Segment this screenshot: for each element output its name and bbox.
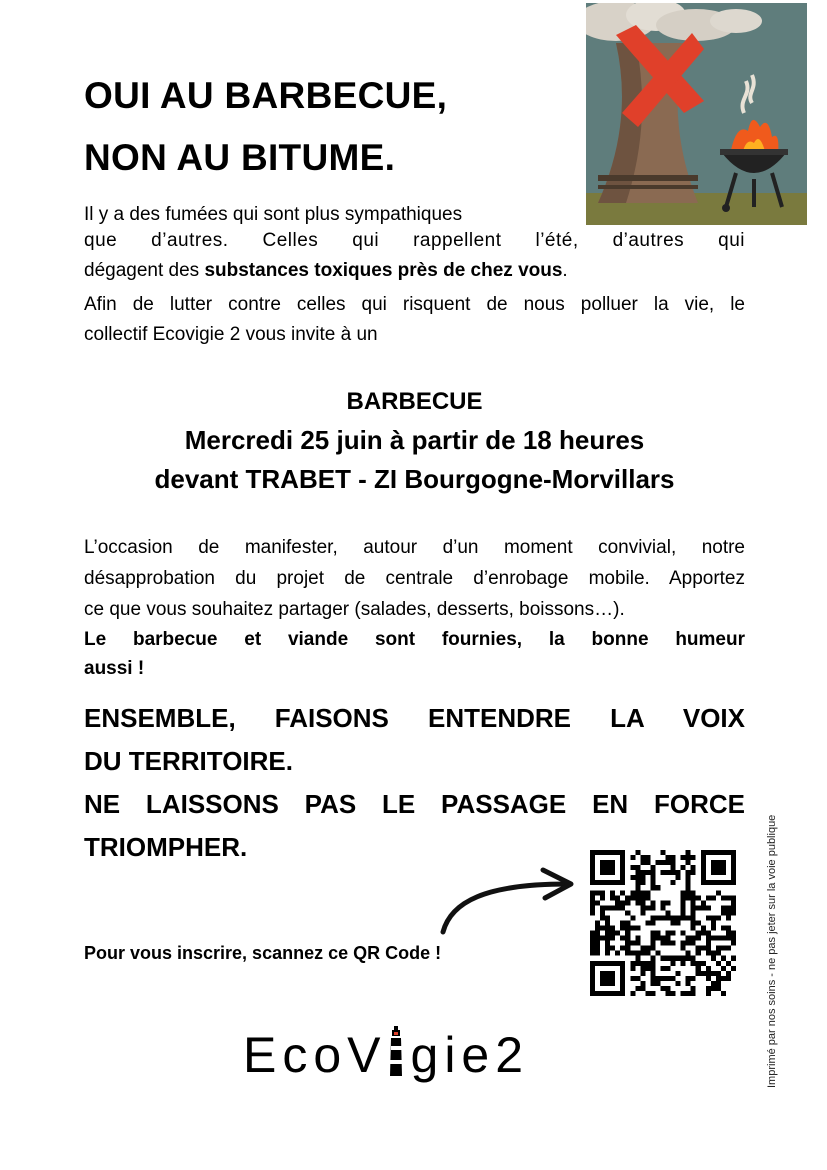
intro-line-1: Il y a des fumées qui sont plus sympathiques: [84, 204, 463, 225]
intro-para2-line-1: Afin de lutter contre celles qui risquent de nous polluer la vie, le: [84, 294, 745, 315]
details-bold-line-1: Le barbecue et viande sont fournies, la bonne humeur: [84, 629, 745, 650]
slogan-line-1: ENSEMBLE, FAISONS ENTENDRE LA VOIX: [84, 703, 745, 733]
slogan-line-4: TRIOMPHER.: [84, 832, 248, 862]
lighthouse-icon: [385, 1024, 407, 1078]
details-line-1: L’occasion de manifester, autour d’un moment convivial, notre: [84, 537, 745, 558]
qr-code[interactable]: [590, 850, 736, 996]
intro-para2-line-2: collectif Ecovigie 2 vous invite à un: [84, 324, 378, 345]
slogan-line-2: DU TERRITOIRE.: [84, 746, 293, 776]
curved-arrow-icon: [435, 862, 580, 937]
footer-note: Imprimé par nos soins - ne pas jeter sur la voie publique: [766, 814, 778, 1088]
logo-text-end: gie2: [410, 1027, 530, 1083]
intro-line-3: [84, 256, 745, 286]
details-bold-line-2: aussi !: [84, 658, 145, 679]
crossed-chimney-and-barbecue-illustration: [586, 3, 807, 225]
intro-line-3-start: dégagent des: [84, 260, 205, 281]
toxic-substances-text: substances toxiques près de chez vous: [204, 260, 563, 281]
event-name: BARBECUE: [346, 388, 483, 415]
event-place: devant TRABET - ZI Bourgogne-Morvillars: [154, 464, 675, 494]
event-date: Mercredi 25 juin à partir de 18 heures: [184, 425, 645, 455]
logo-text-start: EcoV: [243, 1027, 387, 1083]
intro-line-2: que d’autres. Celles qui rappellent l’été, d’autres qui: [84, 230, 745, 251]
title-line-2: NON AU BITUME.: [84, 137, 396, 178]
intro-line-3-end: .: [562, 260, 568, 281]
details-line-3: ce que vous souhaitez partager (salades, desserts, boissons…).: [84, 599, 625, 620]
slogan-line-3: NE LAISSONS PAS LE PASSAGE EN FORCE: [84, 789, 745, 819]
details-line-2: désapprobation du projet de centrale d’enrobage mobile. Apportez: [84, 568, 745, 589]
logo: [243, 1024, 529, 1084]
title-line-1: OUI AU BARBECUE,: [84, 75, 448, 116]
signup-text: Pour vous inscrire, scannez ce QR Code !: [84, 943, 442, 963]
